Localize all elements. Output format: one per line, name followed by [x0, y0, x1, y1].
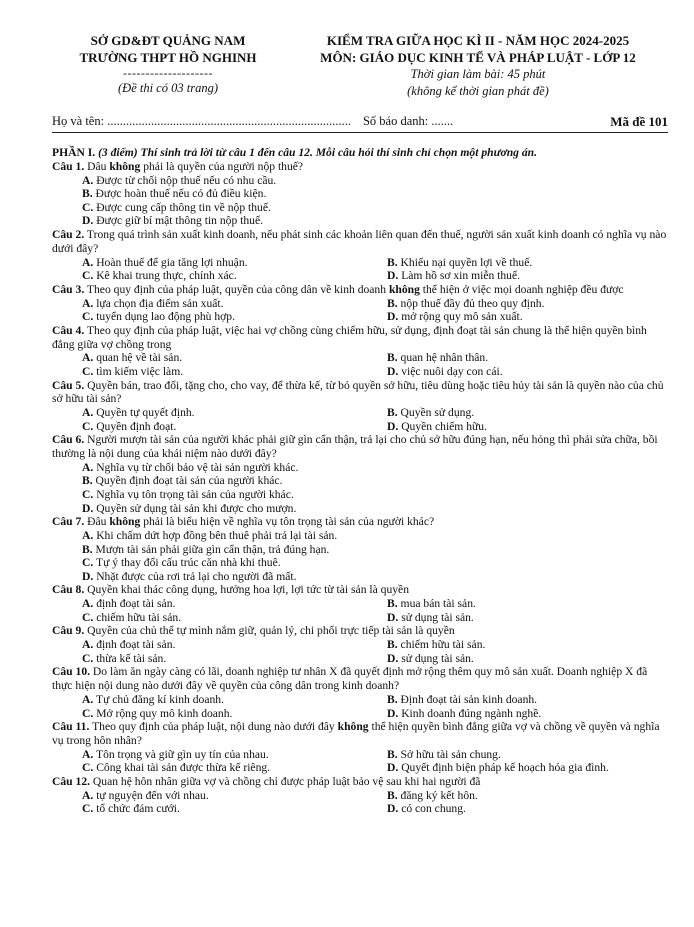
option-key: A.	[82, 597, 94, 611]
options-row	[52, 802, 668, 816]
option-b	[387, 351, 668, 365]
option-key: B.	[387, 747, 398, 761]
options-row	[52, 269, 668, 283]
option-key: B.	[387, 296, 398, 310]
option-text: lựa chọn địa điểm sản xuất.	[96, 296, 224, 310]
option-key: C.	[82, 556, 94, 570]
option-key: D.	[387, 761, 399, 775]
question-number: Câu 1.	[52, 159, 85, 173]
option-key: B.	[82, 542, 93, 556]
option-a	[82, 693, 387, 707]
option-b	[387, 693, 668, 707]
option-text: thừa kế tài sản.	[96, 651, 167, 665]
option-text: Hoàn thuế để gia tăng lợi nhuận.	[96, 255, 248, 269]
option-key: A.	[82, 747, 94, 761]
exam-header	[52, 32, 668, 100]
option-key: B.	[387, 788, 398, 802]
option-key: C.	[82, 651, 94, 665]
option-key: A.	[82, 788, 94, 802]
option-text: Được giữ bí mật thông tin nộp thuế.	[96, 214, 264, 228]
option-text: Khiếu nại quyền lợi về thuế.	[400, 255, 533, 269]
option-b	[387, 638, 668, 652]
option-key: B.	[387, 406, 398, 420]
option-text: mua bán tài sản.	[400, 597, 476, 611]
question-text: Trong quá trình sản xuất kinh doanh, nếu phát sinh các khoản liên quan đến thuế, người sản xuất kinh doanh có nghĩa vụ nào dưới đây?	[52, 227, 667, 255]
option-text: Quyền sử dụng.	[400, 406, 475, 420]
option-text: Định đoạt tài sản kinh doanh.	[400, 693, 538, 706]
option-text: Sở hữu tài sản chung.	[400, 747, 501, 761]
option-text: Mở rộng quy mô kinh doanh.	[96, 706, 233, 720]
option-text: Kinh doanh đúng ngành nghề.	[401, 706, 542, 720]
question-9	[52, 624, 668, 638]
option-c	[52, 488, 668, 502]
option-d	[387, 269, 668, 283]
option-text: tự nguyện đến với nhau.	[96, 788, 209, 802]
option-key: A.	[82, 460, 94, 474]
question-number: Câu 4.	[52, 323, 85, 337]
option-text: tổ chức đám cưới.	[96, 802, 180, 816]
option-text: Công khai tài sản được thừa kế riêng.	[96, 761, 271, 775]
option-key: D.	[82, 501, 94, 515]
option-text: Quyền định đoạt tài sản của người khác.	[95, 474, 283, 488]
option-key: C.	[82, 802, 94, 816]
option-key: C.	[82, 706, 94, 720]
option-key: D.	[82, 569, 94, 583]
option-key: D.	[387, 419, 399, 433]
option-text: Nghĩa vụ từ chối bảo vệ tài sản người khác.	[96, 460, 299, 474]
option-text: mở rộng quy mô sản xuất.	[401, 310, 523, 324]
option-text: quan hệ nhân thân.	[400, 351, 489, 365]
option-key: B.	[387, 638, 398, 652]
options-row	[52, 297, 668, 311]
options-row	[52, 406, 668, 420]
option-key: A.	[82, 173, 94, 187]
question-number: Câu 7.	[52, 515, 85, 529]
options-row	[52, 365, 668, 379]
option-text: Được từ chối nộp thuế nếu có nhu cầu.	[96, 173, 277, 187]
option-key: B.	[82, 187, 93, 201]
option-text: Tôn trọng và giữ gìn uy tín của nhau.	[95, 747, 269, 761]
student-info-line	[52, 114, 668, 133]
option-text: đăng ký kết hôn.	[400, 788, 478, 802]
option-key: D.	[387, 610, 399, 624]
option-key: B.	[387, 597, 398, 611]
options-row	[52, 693, 668, 707]
school-name: TRƯỜNG THPT HỒ NGHINH	[79, 50, 257, 65]
option-text: quan hệ về tài sản.	[96, 351, 183, 365]
option-text: định đoạt tài sản.	[96, 597, 176, 611]
option-key: D.	[387, 706, 399, 720]
option-c	[82, 611, 387, 625]
option-text: chiếm hữu tài sản.	[400, 638, 486, 652]
option-key: D.	[387, 364, 399, 378]
options-row	[52, 611, 668, 625]
question-number: Câu 5.	[52, 378, 85, 392]
question-7	[52, 515, 668, 529]
option-key: C.	[82, 269, 94, 283]
option-text: việc nuôi dạy con cái.	[401, 364, 503, 378]
question-text: Quan hệ hôn nhân giữa vợ và chồng chỉ được pháp luật bảo vệ sau khi hai người đã	[92, 774, 481, 788]
option-text: tuyển dụng lao động phù hợp.	[96, 310, 235, 324]
option-d	[387, 802, 668, 816]
option-key: B.	[387, 693, 398, 706]
question-text: Theo quy định của pháp luật, nội dung nào dưới đây	[92, 720, 335, 734]
option-d	[387, 761, 668, 775]
question-number: Câu 6.	[52, 433, 85, 447]
question-emphasis: không	[109, 515, 141, 529]
options-row	[52, 652, 668, 666]
question-6	[52, 433, 668, 461]
question-text: Quyền bán, trao đổi, tặng cho, cho vay, để thừa kế, từ bỏ quyền sở hữu, tiêu dùng hoặc tiêu hủy tài sản là quyền nào của chủ sở hữu tài sản?	[52, 378, 664, 406]
option-key: C.	[82, 419, 94, 433]
option-c	[82, 365, 387, 379]
option-b	[387, 256, 668, 270]
candidate-number-field: Số báo danh: .......	[362, 114, 454, 128]
option-key: A.	[82, 693, 94, 706]
option-c	[82, 802, 387, 816]
option-d	[387, 310, 668, 324]
options-row	[52, 761, 668, 775]
option-key: B.	[82, 474, 93, 488]
exam-code: Mã đề 101	[610, 114, 668, 129]
options-row	[52, 256, 668, 270]
option-text: Quyền tự quyết định.	[96, 406, 195, 420]
question-emphasis: không	[109, 159, 141, 173]
option-key: C.	[82, 610, 94, 624]
option-d	[387, 707, 668, 721]
question-10	[52, 665, 668, 693]
options-row	[52, 351, 668, 365]
exam-title-block	[288, 32, 668, 100]
option-text: Làm hồ sơ xin miễn thuế.	[401, 269, 521, 283]
option-a	[82, 638, 387, 652]
option-key: D.	[387, 651, 399, 665]
question-text: thể hiện quyền bình đẳng giữa vợ và chồng về quyền và nghĩa vụ trong hôn nhân?	[52, 720, 660, 747]
option-key: A.	[82, 529, 94, 543]
option-text: Nghĩa vụ tôn trọng tài sản của người khác.	[96, 488, 294, 502]
option-a	[52, 461, 668, 475]
option-b	[387, 748, 668, 762]
options-row	[52, 420, 668, 434]
option-key: D.	[82, 214, 94, 228]
question-number: Câu 10.	[52, 665, 91, 679]
option-c	[82, 707, 387, 721]
options-row	[52, 310, 668, 324]
question-text: Theo quy định của pháp luật, quyền của công dân về kinh doanh	[86, 282, 387, 296]
option-b	[387, 789, 668, 803]
option-text: Quyết định biện pháp kế hoạch hóa gia đình.	[401, 761, 609, 775]
option-text: Nhặt được của rơi trả lại cho người đã mất.	[96, 569, 297, 583]
question-text: thể hiện ở việc mọi doanh nghiệp đều được	[422, 282, 624, 296]
option-key: D.	[387, 310, 399, 324]
option-a	[82, 789, 387, 803]
option-a	[82, 406, 387, 420]
option-text: sử dụng tài sản.	[401, 610, 474, 624]
question-number: Câu 3.	[52, 282, 85, 296]
option-c	[82, 420, 387, 434]
question-number: Câu 12.	[52, 774, 91, 788]
question-emphasis: không	[388, 282, 420, 296]
question-emphasis: không	[337, 720, 369, 734]
question-number: Câu 8.	[52, 583, 85, 597]
option-text: Khi chấm dứt hợp đồng bên thuê phải trả lại tài sản.	[96, 529, 338, 543]
option-a	[82, 748, 387, 762]
option-c	[82, 652, 387, 666]
option-text: Quyền định đoạt.	[96, 419, 177, 433]
option-text: Quyền chiếm hữu.	[401, 419, 487, 433]
time-note: (không kể thời gian phát đề)	[407, 84, 549, 98]
option-text: Tự chủ đăng kí kinh doanh.	[95, 693, 224, 706]
option-b	[52, 187, 668, 201]
option-key: A.	[82, 638, 94, 652]
option-text: Được cung cấp thông tin về nộp thuế.	[96, 200, 271, 214]
option-key: A.	[82, 296, 94, 310]
question-text: Quyền khai thác công dụng, hưởng hoa lợi, lợi tức từ tài sản là quyền	[87, 583, 409, 597]
option-text: Mượn tài sản phải giữa gìn cẩn thận, trả đúng hạn.	[95, 542, 330, 556]
option-a	[82, 297, 387, 311]
option-a	[82, 597, 387, 611]
option-a	[52, 174, 668, 188]
option-key: C.	[82, 364, 94, 378]
option-b	[387, 406, 668, 420]
question-3	[52, 283, 668, 297]
option-c	[52, 201, 668, 215]
option-text: Kê khai trung thực, chính xác.	[96, 269, 237, 283]
option-c	[52, 556, 668, 570]
question-number: Câu 11.	[52, 720, 90, 734]
option-a	[82, 351, 387, 365]
question-text: Dâu	[87, 159, 107, 173]
option-c	[82, 269, 387, 283]
option-text: chiếm hữu tài sản.	[96, 610, 182, 624]
question-12	[52, 775, 668, 789]
part-instruction-text: (3 điểm) Thí sinh trả lời từ câu 1 đến câu 12. Mỗi câu hỏi thí sinh chỉ chọn một phương án.	[98, 146, 538, 159]
option-key: D.	[387, 802, 399, 816]
exam-title: KIỂM TRA GIỮA HỌC KÌ II - NĂM HỌC 2024-2025	[326, 33, 630, 48]
option-key: C.	[82, 310, 94, 324]
option-text: Được hoàn thuế nếu có đủ điều kiện.	[95, 187, 267, 201]
option-key: C.	[82, 488, 94, 502]
question-4	[52, 324, 668, 352]
option-text: định đoạt tài sản.	[96, 638, 176, 652]
question-text: Theo quy định của pháp luật, việc hai vợ chồng cùng chiếm hữu, sử dụng, định đoạt tài sản chung là thể hiện quyền bình đẳng giữa vợ chồng trong	[52, 323, 647, 351]
option-key: C.	[82, 200, 94, 214]
student-name-field: Họ và tên: ..............................................................................	[52, 114, 351, 128]
question-11	[52, 720, 668, 748]
option-d	[387, 365, 668, 379]
options-row	[52, 748, 668, 762]
question-text: Quyền của chủ thể tự mình nắm giữ, quản lý, chi phối trực tiếp tài sản là quyền	[87, 624, 455, 638]
question-text: phải là quyền của người nộp thuế?	[143, 159, 304, 173]
option-c	[82, 761, 387, 775]
option-d	[387, 652, 668, 666]
option-d	[387, 420, 668, 434]
subject-title: MÔN: GIÁO DỤC KINH TẾ VÀ PHÁP LUẬT - LỚP 12	[320, 50, 636, 65]
option-a	[52, 529, 668, 543]
option-b	[387, 297, 668, 311]
question-text: Đâu	[87, 515, 107, 529]
option-d	[52, 502, 668, 516]
option-b	[52, 474, 668, 488]
option-b	[387, 597, 668, 611]
option-text: có con chung.	[401, 802, 466, 816]
question-text: phải là biểu hiện về nghĩa vụ tôn trọng tài sản của người khác?	[143, 515, 435, 529]
part-title: PHẦN I.	[52, 146, 96, 159]
options-row	[52, 707, 668, 721]
option-c	[82, 310, 387, 324]
option-d	[387, 611, 668, 625]
part-instructions	[52, 146, 668, 160]
question-2	[52, 228, 668, 256]
option-a	[82, 256, 387, 270]
option-key: D.	[387, 269, 399, 283]
option-text: Quyền sử dụng tài sản khi được cho mượn.	[96, 501, 297, 515]
option-key: A.	[82, 351, 94, 365]
option-text: sử dụng tài sản.	[401, 651, 474, 665]
option-key: A.	[82, 255, 94, 269]
question-1	[52, 160, 668, 174]
options-row	[52, 638, 668, 652]
option-text: tìm kiếm việc làm.	[96, 364, 184, 378]
option-text: Tự ý thay đổi cấu trúc căn nhà khi thuê.	[95, 556, 281, 570]
question-8	[52, 583, 668, 597]
option-key: B.	[387, 351, 398, 365]
option-key: B.	[387, 255, 398, 269]
department-name: SỞ GD&ĐT QUẢNG NAM	[90, 33, 246, 48]
page-count-note: (Đề thi có 03 trang)	[118, 81, 218, 95]
question-5	[52, 379, 668, 407]
question-text: Do làm ăn ngày càng có lãi, doanh nghiệp tư nhân X đã quyết định mở rộng thêm quy mô sản xuất. Doanh nghiệp X đã thực hiện nội dung nào dưới đây về quyền của công dân trong kinh doanh?	[52, 665, 648, 693]
option-d	[52, 570, 668, 584]
option-b	[52, 543, 668, 557]
question-number: Câu 9.	[52, 624, 85, 638]
school-block	[52, 32, 284, 100]
option-key: A.	[82, 406, 94, 420]
time-limit: Thời gian làm bài: 45 phút	[410, 67, 546, 81]
options-row	[52, 597, 668, 611]
options-row	[52, 789, 668, 803]
header-divider: --------------------	[123, 66, 213, 80]
option-key: C.	[82, 761, 94, 775]
question-number: Câu 2.	[52, 227, 85, 241]
option-text: nộp thuế đầy đủ theo quy định.	[400, 296, 545, 310]
question-text: Người mượn tài sản của người khác phải giữ gìn cẩn thận, trả lại cho chủ sở hữu đúng hạn, nếu hỏng thì phải sửa chữa, bồi thường là nội dung của khái niệm nào dưới đây?	[52, 433, 658, 461]
option-d	[52, 214, 668, 228]
